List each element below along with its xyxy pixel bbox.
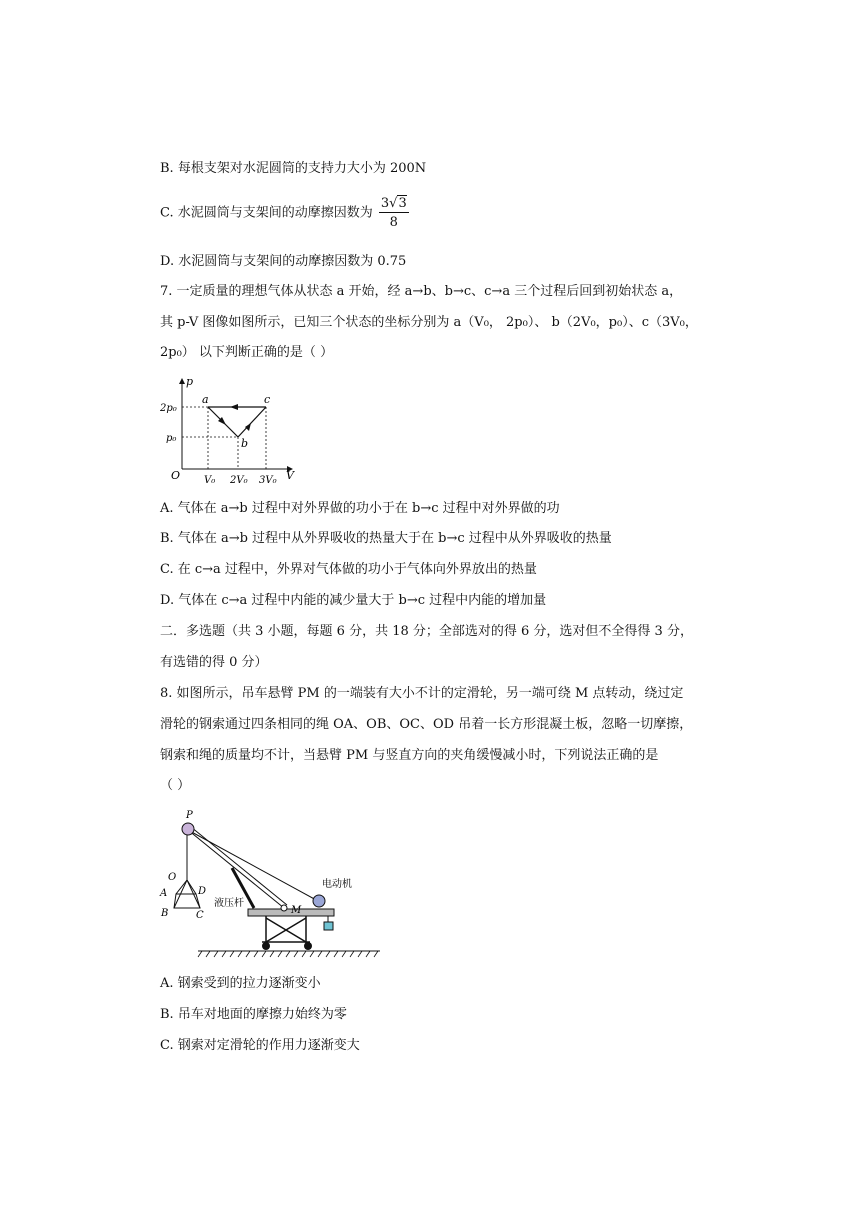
label-c: C (196, 910, 204, 921)
q7-option-a: A. 气体在 a→b 过程中对外界做的功小于在 b→c 过程中对外界做的功 (160, 501, 560, 516)
label-m: M (291, 905, 302, 916)
pv-diagram (160, 373, 305, 488)
wheel-right (304, 942, 312, 950)
origin-label: O (171, 469, 181, 482)
pivot-m (281, 905, 287, 911)
tick-2v0: 2V₀ (230, 475, 248, 486)
tick-3v0: 3V₀ (259, 475, 277, 486)
crane-diagram (158, 808, 388, 963)
section-2-line-2: 有选错的得 0 分） (160, 655, 268, 670)
q6-option-c-text: C. 水泥圆筒与支架间的动摩擦因数为 (160, 205, 373, 221)
process-b-c (238, 407, 266, 437)
q7-option-d: D. 气体在 c→a 过程中内能的减少量大于 b→c 过程中内能的增加量 (160, 593, 547, 608)
q7-stem-line-3: 2p₀） 以下判断正确的是（ ） (160, 345, 334, 360)
q7-stem-line-1: 7. 一定质量的理想气体从状态 a 开始，经 a→b、b→c、c→a 三个过程后回到初始状态 a， (160, 284, 683, 299)
tick-p0: p₀ (166, 433, 177, 444)
numerator-radicand: 3 (398, 196, 407, 211)
label-d: D (198, 886, 207, 897)
counterweight (324, 922, 333, 930)
label-o: O (168, 872, 177, 883)
point-b-label: b (241, 437, 249, 450)
label-hydraulic: 液压杆 (214, 898, 244, 909)
tick-2p0: 2p₀ (160, 403, 177, 414)
wheel-left (262, 942, 270, 950)
section-2-line-1: 二．多选题（共 3 小题，每题 6 分，共 18 分；全部选对的得 6 分，选对但不全得得 3 分， (160, 624, 693, 639)
q8-option-b: B. 吊车对地面的摩擦力始终为零 (160, 1007, 347, 1022)
fraction-numerator (379, 196, 409, 213)
q7-option-b: B. 气体在 a→b 过程中从外界吸收的热量大于在 b→c 过程中从外界吸收的热量 (160, 531, 612, 546)
q8-stem-line-3: 钢索和绳的质量均不计，当悬臂 PM 与竖直方向的夹角缓慢减小时，下列说法正确的是 (160, 748, 659, 763)
q7-stem-line-2: 其 p-V 图像如图所示，已知三个状态的坐标分别为 a（V₀， 2p₀）、 b（2V₀，p₀）、c（3V₀， (160, 315, 698, 330)
sqrt-sign: √ (389, 196, 398, 211)
label-motor: 电动机 (322, 879, 352, 890)
ground-hatching (198, 951, 378, 957)
q8-option-c: C. 钢索对定滑轮的作用力逐渐变大 (160, 1038, 360, 1053)
point-c-label: c (264, 393, 271, 406)
q8-stem-line-2: 滑轮的钢索通过四条相同的绳 OA、OB、OC、OD 吊着一长方形混凝土板，忽略一切摩擦， (160, 717, 693, 732)
fraction-denominator: 8 (389, 215, 398, 230)
numerator-coefficient: 3 (380, 196, 390, 211)
q6-option-d: D. 水泥圆筒与支架间的动摩擦因数为 0.75 (160, 254, 407, 269)
motor (313, 895, 325, 907)
label-p: P (186, 810, 193, 821)
label-b: B (161, 908, 169, 919)
q7-option-c: C. 在 c→a 过程中，外界对气体做的功小于气体向外界放出的热量 (160, 562, 537, 577)
q8-stem-line-4: （ ） (160, 778, 191, 793)
q8-option-a: A. 钢索受到的拉力逐渐变小 (160, 976, 321, 991)
arrow-b-c (245, 423, 251, 431)
q8-stem-line-1: 8. 如图所示，吊车悬臂 PM 的一端装有大小不计的定滑轮，另一端可绕 M 点转动，绕过定 (160, 686, 684, 701)
p-axis-label: p (186, 375, 194, 388)
concrete-slab (174, 894, 200, 908)
v-axis-label: V (286, 469, 294, 482)
q6-option-c (160, 196, 409, 230)
point-a-label: a (202, 393, 209, 406)
pulley-p (182, 823, 194, 835)
arrow-c-a (230, 404, 238, 410)
label-a: A (160, 888, 168, 899)
q6-option-c-fraction (379, 196, 409, 230)
q6-option-b: B. 每根支架对水泥圆筒的支持力大小为 200N (160, 161, 427, 176)
tick-v0: V₀ (204, 475, 216, 486)
